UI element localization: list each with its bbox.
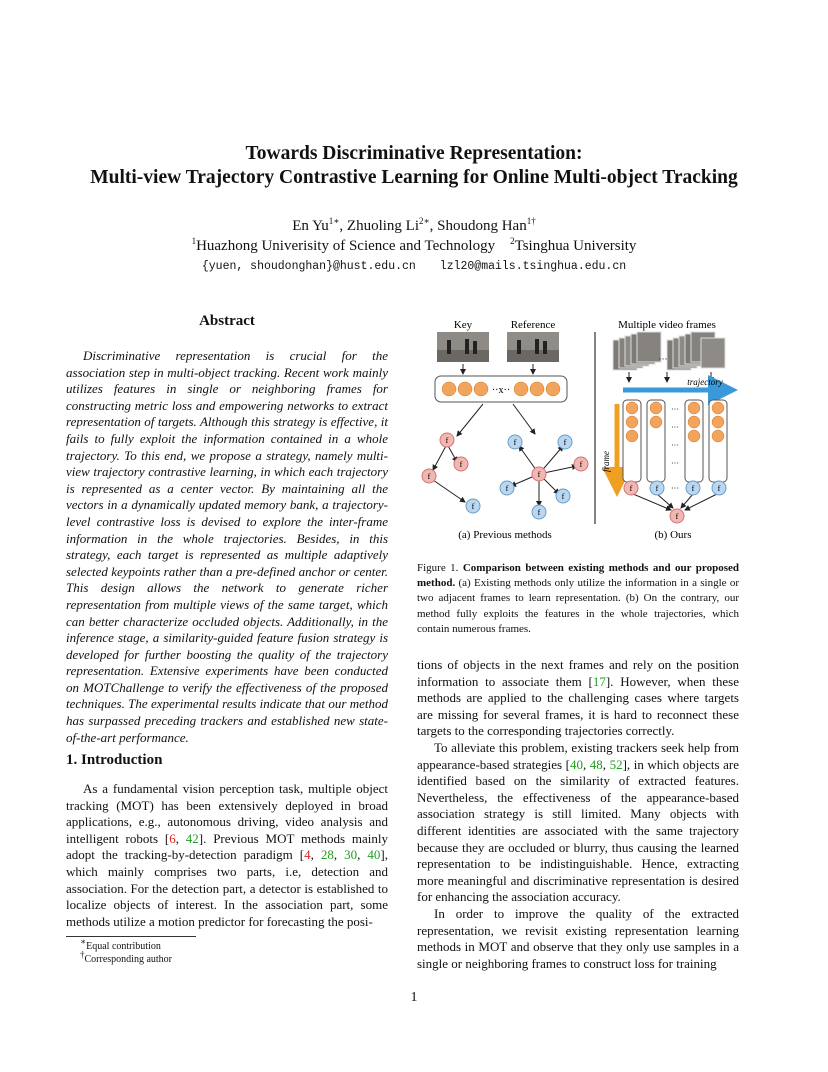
svg-text:···: ··· <box>671 405 679 414</box>
page-number: 1 <box>410 990 418 1005</box>
figure-1-diagram <box>417 312 739 548</box>
svg-text:···: ··· <box>671 423 679 432</box>
email-2[interactable]: lzl20@mails.tsinghua.edu.cn <box>439 260 627 273</box>
caption-b-ours: (b) Ours <box>654 529 692 541</box>
svg-text:f: f <box>579 460 583 469</box>
citation-link[interactable]: 40 <box>367 847 381 863</box>
video-frames-stack <box>613 332 725 370</box>
ours-graph <box>624 481 726 523</box>
svg-text:f: f <box>445 436 449 445</box>
svg-text:f: f <box>427 472 431 481</box>
svg-text:···: ··· <box>658 354 668 364</box>
label-frame: frame <box>601 451 611 472</box>
svg-text:f: f <box>563 438 567 447</box>
svg-text:f: f <box>561 492 565 501</box>
paragraph-continuation: tions of objects in the next frames and rely on the position information to associate them [17]. However, when these methods are applied to the challenging cases where targets are missing for several frames, it is hard to reconnect these targets to the corresponding trajectories correctly. <box>417 657 739 739</box>
author-2: Zhuoling Li <box>346 218 419 234</box>
right-column-text <box>417 657 739 972</box>
label-trajectory: trajectory <box>687 377 723 387</box>
label-key: Key <box>453 319 473 331</box>
caption-a-previous-methods: (a) Previous methods <box>458 529 552 541</box>
affiliations: $^1$Huazhong Univerisity of Science and Technology $^2$Tsinghua University <box>191 236 637 254</box>
citation-link[interactable]: 48 <box>589 756 603 772</box>
abstract-text: Discriminative representation is crucial for the association step in multi-object tracking. Recent work mainly utilizes features in single or neighboring frames for constructing metric loss and empowering networks to extract representation of targets. Although this strategy is effective, it fails to fully exploit the information contained in a whole trajectory. To this end, we propose a strategy, namely multi-view trajectory contrastive learning, in which each trajectory is represented as a center vector. By maintaining all the vectors in a dynamically updated memory bank, a trajectory-level contrastive loss is devised to explore the inter-frame information in the whole trajectories. Besides, in this strategy, each target is represented as multiple adaptively selected keypoints rather than a pre-defined anchor or center. This design allows the network to generate richer representation from multiple views of the same target, which can better characterize occluded objects. Additionally, in the inference stage, a similarity-guided feature fusion strategy is developed for further boosting the quality of the trajectory representation. Extensive experiments have been conducted on MOTChallenge to verify the effectiveness of the proposed techniques. The experimental results indicate that our method has surpassed preceding trackers and established new state-of-the-art performance. <box>66 348 388 745</box>
paragraph-appearance-strategies: To alleviate this problem, existing trackers seek help from appearance-based strategies [40, 48, 52], in which objects are identified based on the similarity of extracted features. Nevertheless, the effectiveness of the appearance-based association strategy is still limited. Many objects with different identities are associated with the same trajectory because they are occluded or blurry, thus causing the learned representation to be indistinguishable. Hence, extracting more meaningful and discriminative representation is desired for enhancing the association accuracy. <box>417 739 740 905</box>
reference-frame-image <box>507 332 559 362</box>
svg-text:···: ··· <box>671 441 679 450</box>
citation-link[interactable]: 4 <box>304 847 311 863</box>
author-3: Shoudong Han <box>437 218 527 234</box>
svg-text:f: f <box>537 508 541 517</box>
svg-text:···: ··· <box>671 459 679 468</box>
label-x: ··x·· <box>491 385 511 396</box>
svg-text:f: f <box>717 484 721 493</box>
citation-link[interactable]: 30 <box>344 847 358 863</box>
label-multiple-video-frames: Multiple video frames <box>618 319 716 331</box>
paragraph-representation-learning: In order to improve the quality of the extracted representation, we revisit existing representation learning methods in MOT and observe that they only use samples in a single or neighboring frames to construct loss for training <box>417 905 739 971</box>
footnote-corresponding-author: †Corresponding author <box>80 949 172 965</box>
svg-text:f: f <box>471 502 475 511</box>
svg-text:f: f <box>629 484 633 493</box>
svg-text:f: f <box>537 470 541 479</box>
svg-text:···: ··· <box>671 484 679 493</box>
svg-text:f: f <box>691 484 695 493</box>
author-1: En Yu <box>292 218 329 234</box>
email-1[interactable]: {yuen, shoudonghan}@hust.edu.cn <box>201 260 416 273</box>
paper-title-line1: Towards Discriminative Representation: <box>245 143 583 164</box>
svg-text:f: f <box>655 484 659 493</box>
abstract-heading: Abstract <box>199 313 255 329</box>
previous-methods-star-graph <box>500 435 588 519</box>
citation-link[interactable]: 6 <box>169 830 176 846</box>
trajectory-columns <box>623 400 727 482</box>
key-frame-image <box>437 332 489 362</box>
svg-text:f: f <box>459 460 463 469</box>
svg-text:f: f <box>675 512 679 521</box>
affiliation-1: Huazhong Univerisity of Science and Technology <box>196 238 496 254</box>
citation-link[interactable]: 28 <box>320 847 334 863</box>
author-list: En $Yu^{1∗}$, Zhuoling $Li^{2∗}$, Shoudong Han$^{1\dagger}$ <box>292 216 536 234</box>
citation-link[interactable]: 40 <box>569 756 583 772</box>
affiliation-2: Tsinghua University <box>514 238 637 254</box>
svg-text:f: f <box>505 484 509 493</box>
citation-link[interactable]: 52 <box>609 756 623 772</box>
citation-link[interactable]: 42 <box>185 830 199 846</box>
figure-1-caption: Figure 1. Comparison between existing methods and our proposed method. (a) Existing methods only utilize the information in a single or two adjacent frames to learn representation. (b) On the contrary, our method fully exploits the features in the whole trajectories, which contain numerous frames. <box>417 562 740 635</box>
email-list <box>0 260 828 273</box>
intro-paragraph: As a fundamental vision perception task, multiple object tracking (MOT) has been extensively deployed in broad applications, e.g., autonomous driving, video analysis and intelligent robots [6, 42]. Previous MOT methods mainly adopt the tracking-by-detection paradigm [4, 28, 30, 40], which mainly comprises two parts, i.e, detection and association. For the detection part, a detector is established to localize objects of interest. In the association part, some methods utilize a motion predictor for forecasting the posi- <box>66 781 389 929</box>
svg-text:f: f <box>513 438 517 447</box>
label-reference: Reference <box>510 319 556 331</box>
paper-title-line2: Multi-view Trajectory Contrastive Learning for Online Multi-object Tracking <box>90 167 738 188</box>
section-heading-introduction: 1. Introduction <box>66 752 163 768</box>
footnote-equal-contribution: ∗Equal contribution <box>80 936 161 952</box>
previous-methods-graph <box>422 433 480 513</box>
citation-link[interactable]: 17 <box>592 673 606 689</box>
